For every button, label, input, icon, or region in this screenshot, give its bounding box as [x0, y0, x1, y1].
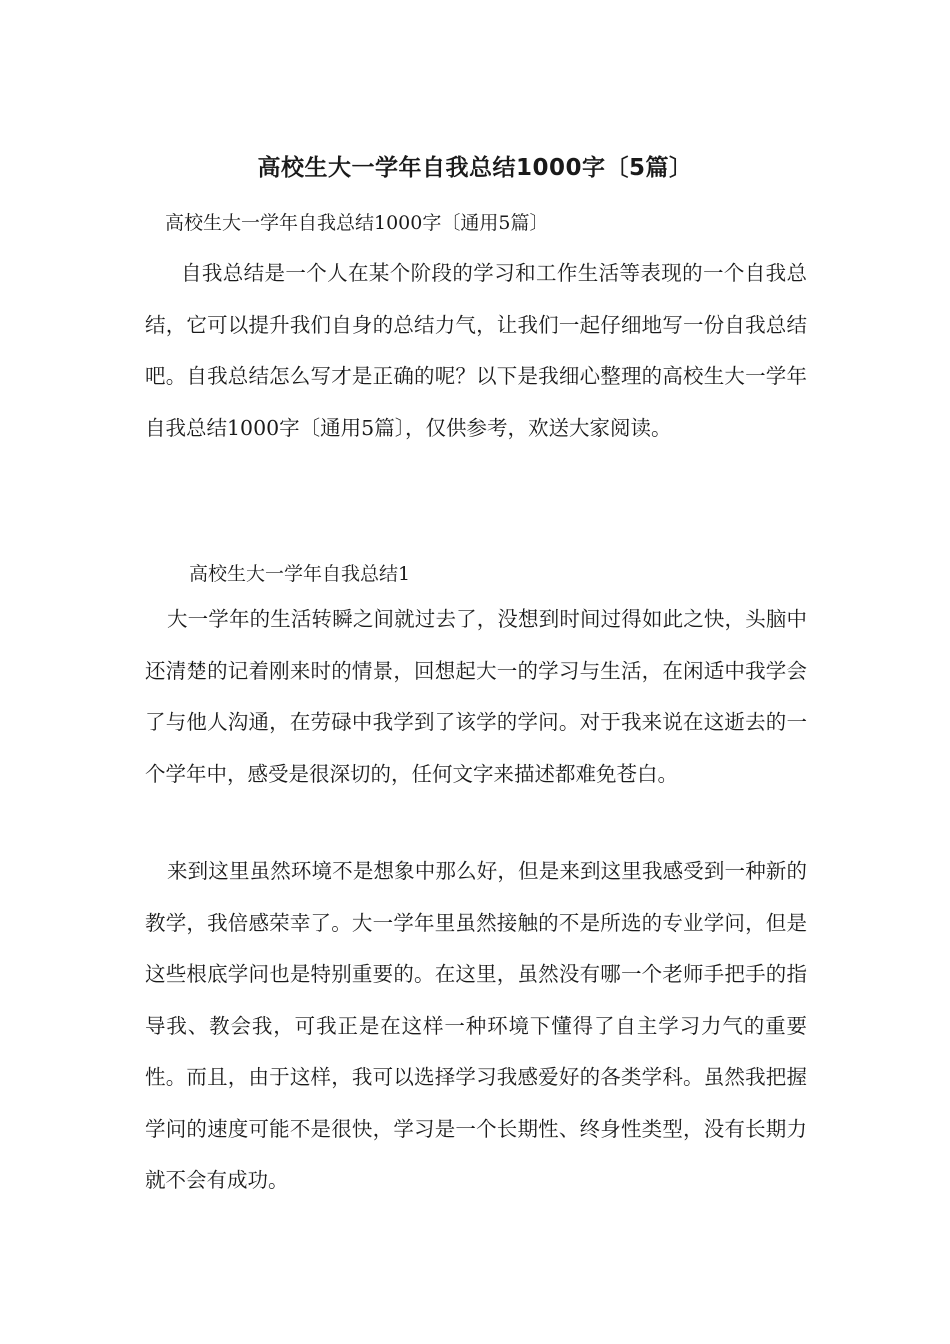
document-subtitle: 高校生大一学年自我总结1000字〔通用5篇〕 — [165, 212, 549, 234]
intro-paragraph: 自我总结是一个人在某个阶段的学习和工作生活等表现的一个自我总结，它可以提升我们自身的总结力气，让我们一起仔细地写一份自我总结吧。自我总结怎么写才是正确的呢？以下是我细心整理的高校生大一学年自我总结1000字〔通用5篇〕，仅供参考，欢送大家阅读。 — [145, 261, 807, 440]
body-paragraph-2: 来到这里虽然环境不是想象中那么好，但是来到这里我感受到一种新的教学，我倍感荣幸了。大一学年里虽然接触的不是所选的专业学问，但是这些根底学问也是特别重要的。在这里，虽然没有哪一个老师手把手的指导我、教会我，可我正是在这样一种环境下懂得了自主学习力气的重要性。而且，由于这样，我可以选择学习我感爱好的各类学科。虽然我把握学问的速度可能不是很快，学习是一个长期性、终身性类型，没有长期力就不会有成功。 — [145, 859, 807, 1192]
body-paragraph-1: 大一学年的生活转瞬之间就过去了，没想到时间过得如此之快，头脑中还清楚的记着刚来时的情景，回想起大一的学习与生活，在闲适中我学会了与他人沟通，在劳碌中我学到了该学的学问。对于我来说在这逝去的一个学年中，感受是很深切的，任何文字来描述都难免苍白。 — [145, 607, 807, 786]
section-heading: 高校生大一学年自我总结1 — [189, 563, 411, 585]
document-title: 高校生大一学年自我总结1000字〔5篇〕 — [257, 155, 693, 181]
